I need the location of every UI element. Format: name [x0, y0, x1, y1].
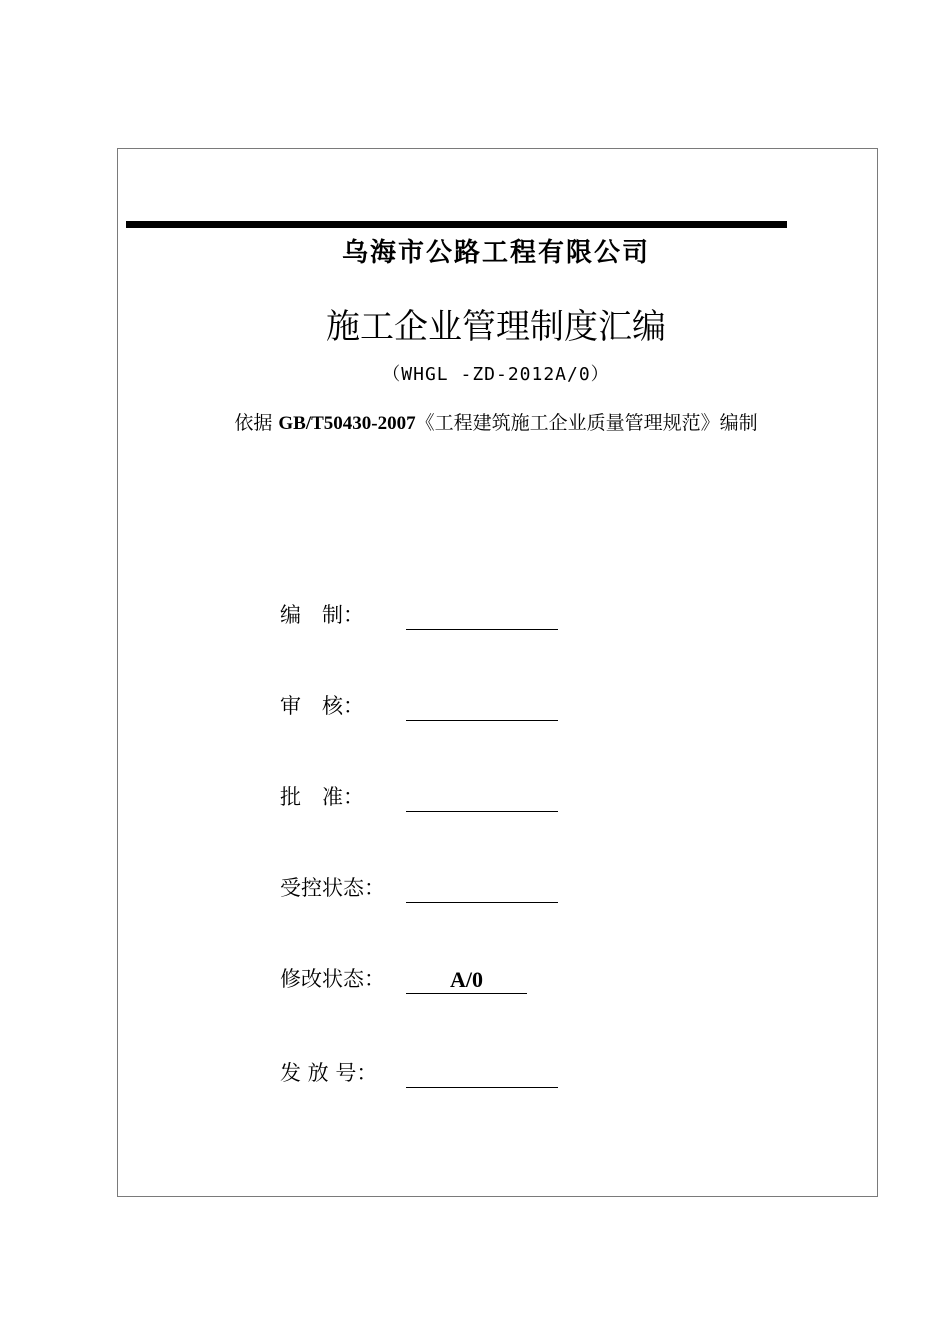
basis-line	[126, 409, 866, 438]
field-approve-label: 批 准：	[280, 785, 364, 809]
field-review	[280, 685, 558, 721]
field-revision-status	[280, 958, 527, 994]
company-name: 乌海市公路工程有限公司	[341, 238, 650, 268]
field-control-status	[280, 867, 558, 903]
document-code: （WHGL -ZD-2012A/0）	[382, 364, 610, 385]
basis-suffix: 《工程建筑施工企业质量管理规范》编制	[415, 412, 758, 434]
top-rule	[126, 221, 787, 228]
field-approve	[280, 776, 558, 812]
field-issue-no-label: 发 放 号：	[280, 1061, 378, 1085]
field-compile	[280, 594, 558, 630]
field-issue-no-blank[interactable]	[406, 1060, 558, 1088]
document-title: 施工企业管理制度汇编	[326, 307, 666, 347]
field-revision-status-value[interactable]: A/0	[406, 966, 527, 994]
field-review-blank[interactable]	[406, 693, 558, 721]
field-compile-label: 编 制：	[280, 603, 364, 627]
basis-prefix: 依据	[234, 412, 273, 434]
field-approve-blank[interactable]	[406, 784, 558, 812]
field-compile-blank[interactable]	[406, 602, 558, 630]
basis-standard: GB/T50430-2007	[278, 413, 416, 434]
field-control-status-label: 受控状态：	[280, 876, 385, 900]
field-control-status-blank[interactable]	[406, 875, 558, 903]
field-issue-no	[280, 1052, 558, 1088]
field-revision-status-label: 修改状态：	[280, 967, 385, 991]
field-review-label: 审 核：	[280, 694, 364, 718]
